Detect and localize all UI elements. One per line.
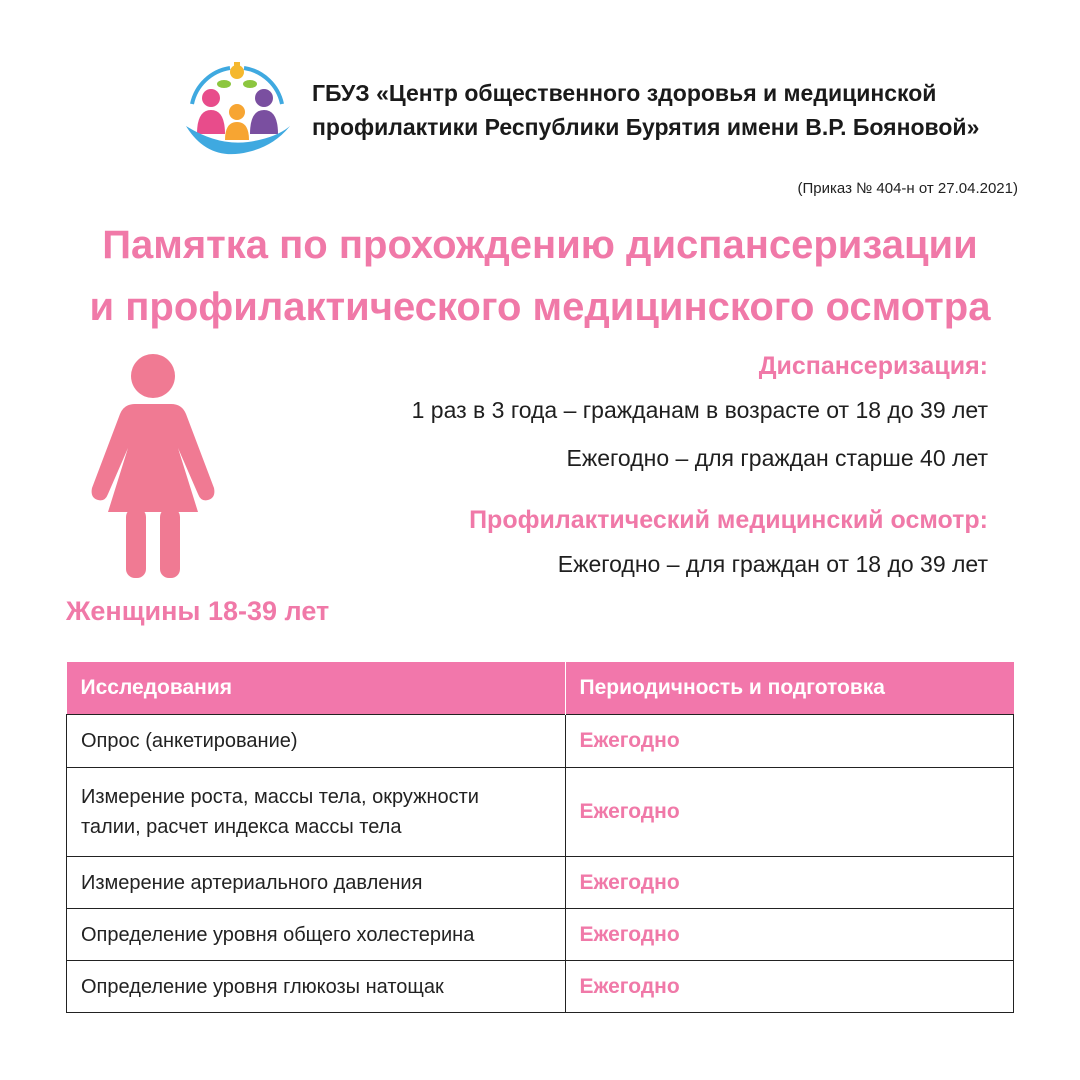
study-cell — [67, 768, 566, 857]
frequency-cell: Ежегодно — [565, 768, 1014, 857]
group-label: Женщины 18-39 лет — [66, 596, 330, 626]
study-cell: Определение уровня глюкозы натощак — [67, 961, 566, 1013]
page-title — [20, 214, 1060, 338]
table-row — [67, 857, 1014, 909]
study-cell: Опрос (анкетирование) — [67, 715, 566, 768]
study-cell: Измерение артериального давления — [67, 857, 566, 909]
frequency-cell: Ежегодно — [565, 909, 1014, 961]
dispensary-line2: Ежегодно – для граждан старше 40 лет — [566, 445, 988, 471]
studies-table — [66, 662, 1014, 1013]
preventive-exam-line1: Ежегодно – для граждан от 18 до 39 лет — [557, 551, 988, 577]
column-header-frequency: Периодичность и подготовка — [565, 662, 1014, 715]
frequency-cell: Ежегодно — [565, 961, 1014, 1013]
table-row — [67, 715, 1014, 768]
organization-name — [312, 76, 1032, 144]
page-title-line1: Памятка по прохождению диспансеризации — [102, 223, 978, 267]
frequency-cell: Ежегодно — [565, 857, 1014, 909]
dispensary-line1: 1 раз в 3 года – гражданам в возрасте от 18 до 39 лет — [411, 397, 988, 423]
organization-logo-icon — [178, 60, 296, 164]
dispensary-heading: Диспансеризация: — [758, 352, 988, 380]
table-header-row — [67, 662, 1014, 715]
table-row — [67, 961, 1014, 1013]
organization-name-line2: профилактики Республики Бурятия имени В.Р. Бояновой» — [312, 114, 980, 140]
study-cell-line2: талии, расчет индекса массы тела — [81, 816, 402, 838]
study-cell-line1: Измерение роста, массы тела, окружности — [81, 786, 479, 808]
column-header-studies: Исследования — [67, 662, 566, 715]
page-title-line2: и профилактического медицинского осмотра — [89, 285, 991, 329]
table-row — [67, 768, 1014, 857]
frequency-cell: Ежегодно — [565, 715, 1014, 768]
study-cell: Определение уровня общего холестерина — [67, 909, 566, 961]
table-row — [67, 909, 1014, 961]
preventive-exam-heading: Профилактический медицинский осмотр: — [469, 506, 988, 534]
woman-figure-icon — [90, 352, 216, 580]
organization-name-line1: ГБУЗ «Центр общественного здоровья и медицинской — [312, 80, 937, 106]
order-reference: (Приказ № 404-н от 27.04.2021) — [797, 180, 1018, 197]
